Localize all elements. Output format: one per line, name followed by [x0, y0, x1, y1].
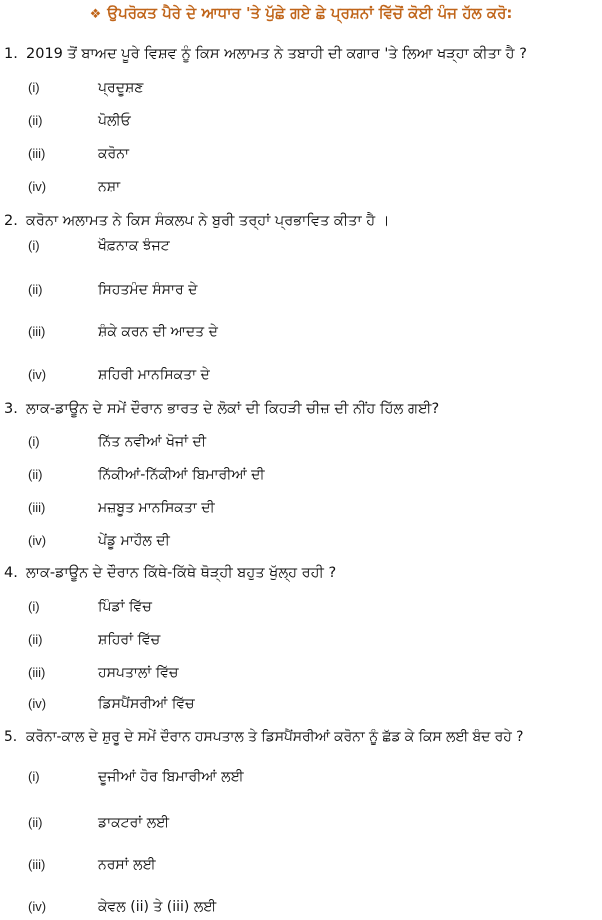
option-label: (ii) — [28, 815, 43, 830]
question-stem: ਲਾਕ-ਡਾਊਨ ਦੇ ਦੌਰਾਨ ਕਿੱਥੇ-ਕਿੱਥੇ ਥੋੜ੍ਹੀ ਬਹੁਤ ਖੁੱਲ੍ਹ ਰਹੀ ? — [26, 565, 337, 581]
question-text — [4, 46, 527, 62]
option-text: ਪੇਂਡੂ ਮਾਹੌਲ ਦੀ — [98, 533, 170, 549]
option-text: ਡਿਸਪੈਂਸਰੀਆਂ ਵਿੱਚ — [98, 696, 195, 712]
question-stem: 2019 ਤੋਂ ਬਾਅਦ ਪੂਰੇ ਵਿਸ਼ਵ ਨੂੰ ਕਿਸ ਅਲਾਮਤ ਨੇ ਤਬਾਹੀ ਦੀ ਕਗਾਰ 'ਤੇ ਲਿਆ ਖੜ੍ਹਾ ਕੀਤਾ ਹੈ ? — [26, 46, 527, 62]
option-label: (iv) — [28, 696, 47, 711]
option-label: (iii) — [28, 500, 46, 515]
option-5-iv — [0, 899, 602, 919]
option-text: ਨਿੱਕੀਆਂ-ਨਿੱਕੀਆਂ ਬਿਮਾਰੀਆਂ ਦੀ — [98, 467, 265, 483]
option-label: (iv) — [28, 533, 47, 548]
option-text: ਪ੍ਰਦੂਸ਼ਣ — [98, 80, 144, 96]
option-4-iv — [0, 696, 602, 716]
option-4-ii — [0, 632, 602, 652]
option-label: (iv) — [28, 179, 47, 194]
option-label: (ii) — [28, 467, 43, 482]
option-text: ਨਿੱਤ ਨਵੀਆਂ ਖੋਜਾਂ ਦੀ — [98, 434, 207, 450]
option-3-ii — [0, 467, 602, 487]
option-label: (iii) — [28, 857, 46, 872]
option-5-ii — [0, 815, 602, 835]
option-label: (i) — [28, 599, 40, 614]
option-label: (iii) — [28, 324, 46, 339]
option-text: ਖੌਫ਼ਨਾਕ ਝੰਜਟ — [98, 238, 170, 254]
option-text: ਸਿਹਤਮੰਦ ਸੰਸਾਰ ਦੇ — [98, 282, 198, 298]
option-2-iv — [0, 367, 602, 387]
option-text: ਪਿੰਡਾਂ ਵਿੱਚ — [98, 599, 152, 615]
question-number: 5. — [4, 729, 18, 745]
option-text: ਡਾਕਟਰਾਂ ਲਈ — [98, 815, 170, 831]
option-2-iii — [0, 324, 602, 344]
option-text: ਹਸਪਤਾਲਾਂ ਵਿੱਚ — [98, 665, 179, 681]
question-text — [4, 729, 523, 745]
option-label: (i) — [28, 80, 40, 95]
option-text: ਮਜ਼ਬੂਤ ਮਾਨਸਿਕਤਾ ਦੀ — [98, 500, 215, 516]
option-label: (iv) — [28, 899, 47, 914]
option-text: ਨਸ਼ਾ — [98, 179, 121, 195]
option-text: ਸ਼ਹਿਰੀ ਮਾਨਸਿਕਤਾ ਦੇ — [98, 367, 210, 383]
question-text — [4, 565, 336, 581]
question-text — [4, 213, 390, 229]
question-stem: ਕਰੋਨਾ-ਕਾਲ ਦੇ ਸ਼ੁਰੂ ਦੇ ਸਮੇਂ ਦੌਰਾਨ ਹਸਪਤਾਲ ਤੇ ਡਿਸਪੈਂਸਰੀਆਂ ਕਰੋਨਾ ਨੂੰ ਛੱਡ ਕੇ ਕਿਸ ਲਈ ਬੰਦ ਰਹੇ ? — [26, 729, 524, 745]
question-number: 4. — [4, 565, 18, 581]
option-label: (iv) — [28, 367, 47, 382]
option-4-iii — [0, 665, 602, 685]
option-5-iii — [0, 857, 602, 877]
option-1-iii — [0, 146, 602, 166]
option-5-i — [0, 769, 602, 789]
question-stem: ਕਰੋਨਾ ਅਲਾਮਤ ਨੇ ਕਿਸ ਸੰਕਲਪ ਨੇ ਬੁਰੀ ਤਰ੍ਹਾਂ ਪ੍ਰਭਾਵਿਤ ਕੀਤਾ ਹੈ । — [26, 213, 390, 229]
question-number: 2. — [4, 213, 18, 229]
instruction-text: ਉਪਰੋਕਤ ਪੈਰੇ ਦੇ ਆਧਾਰ 'ਤੇ ਪੁੱਛੇ ਗਏ ਛੇ ਪ੍ਰਸ਼ਨਾਂ ਵਿੱਚੋਂ ਕੋਈ ਪੰਜ ਹੱਲ ਕਰੋ: — [107, 4, 513, 22]
option-1-i — [0, 80, 602, 100]
option-label: (i) — [28, 769, 40, 784]
option-3-i — [0, 434, 602, 454]
option-text: ਕੇਵਲ (ii) ਤੇ (iii) ਲਈ — [98, 899, 217, 915]
option-3-iii — [0, 500, 602, 520]
option-2-i — [0, 238, 602, 258]
option-label: (ii) — [28, 113, 43, 128]
question-stem: ਲਾਕ-ਡਾਊਨ ਦੇ ਸਮੇਂ ਦੌਰਾਨ ਭਾਰਤ ਦੇ ਲੋਕਾਂ ਦੀ ਕਿਹੜੀ ਚੀਜ਼ ਦੀ ਨੀਂਹ ਹਿੱਲ ਗਈ? — [26, 401, 440, 417]
instruction-heading — [0, 4, 602, 22]
question-number: 3. — [4, 401, 18, 417]
option-label: (iii) — [28, 665, 46, 680]
option-1-iv — [0, 179, 602, 199]
option-1-ii — [0, 113, 602, 133]
option-label: (ii) — [28, 632, 43, 647]
option-text: ਸ਼ਹਿਰਾਂ ਵਿੱਚ — [98, 632, 161, 648]
option-label: (i) — [28, 238, 40, 253]
option-label: (iii) — [28, 146, 46, 161]
option-label: (ii) — [28, 282, 43, 297]
option-text: ਕਰੋਨਾ — [98, 146, 129, 162]
question-number: 1. — [4, 46, 18, 62]
option-text: ਦੂਜੀਆਂ ਹੋਰ ਬਿਮਾਰੀਆਂ ਲਈ — [98, 769, 244, 785]
option-text: ਨਰਸਾਂ ਲਈ — [98, 857, 156, 873]
option-4-i — [0, 599, 602, 619]
option-2-ii — [0, 282, 602, 302]
question-text — [4, 401, 439, 417]
diamond-bullet-icon: ❖ — [89, 7, 102, 22]
option-label: (i) — [28, 434, 40, 449]
option-text: ਪੋਲੀਓ — [98, 113, 131, 129]
option-3-iv — [0, 533, 602, 553]
option-text: ਸ਼ੰਕੇ ਕਰਨ ਦੀ ਆਦਤ ਦੇ — [98, 324, 218, 340]
